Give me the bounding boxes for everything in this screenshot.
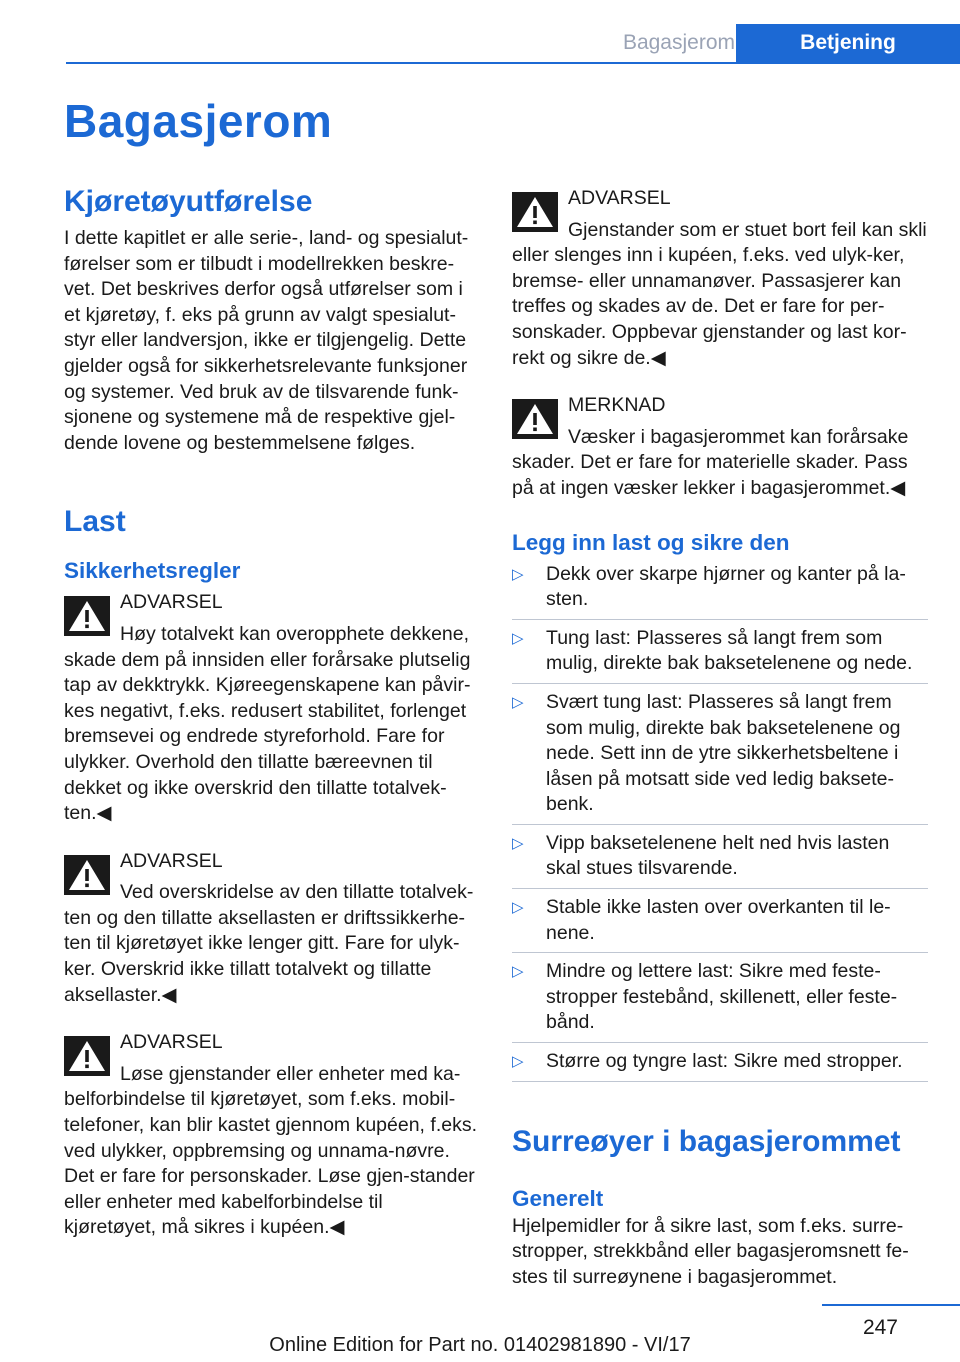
- notice-label: MERKNAD: [568, 394, 666, 417]
- list-item: ▷ Større og tyngre last: Sikre med stropper.: [512, 1049, 928, 1082]
- warning-block: [64, 590, 478, 826]
- warning-icon: [64, 855, 110, 895]
- warning-icon: [64, 1036, 110, 1076]
- list-item: ▷ Tung last: Plasseres så langt frem som mulig, direkte bak baksetelenene og nede.: [512, 626, 928, 684]
- page-number: 247: [862, 1316, 898, 1339]
- page-header: [66, 24, 960, 64]
- warning-text: Ved overskridelse av den tillatte totalvek-ten og den tillatte aksellasten er driftssikkerhe-ten til kjøretøyet ikke lenger gitt. Fare for ulyk-ker. Overskrid ikke tillatt totalvekt og tillatte aksellaster.◀: [64, 881, 474, 1006]
- header-section: Bagasjerom: [622, 31, 735, 54]
- edition-note: Online Edition for Part no. 01402981890 - VI/17: [269, 1334, 691, 1356]
- footer-rule: [822, 1304, 960, 1306]
- heading-generelt: Generelt: [512, 1185, 604, 1211]
- warning-text: Løse gjenstander eller enheter med ka-belforbindelse til kjøretøyet, som f.eks. mobil-telefoner, kan blir kastet gjennom kupéen, f.eks. ved ulykker, oppbremsing og unnama-nøvre. Det er fare for personskader. Løse gjen-stander eller enheter med kabelforbindelse til kjøretøyet, må sikres i kupéen.◀: [64, 1062, 477, 1239]
- warning-block: [64, 1030, 478, 1241]
- list-item: ▷ Svært tung last: Plasseres så langt frem som mulig, direkte bak baksetelenene og nede. Sett inn de ytre sikkerhetsbeltene i låsen på motsatt side ved ledig baksete-benk.: [512, 690, 928, 825]
- warning-text: Høy totalvekt kan overopphete dekkene, skade dem på innsiden eller forårsake plutselig tap av dekktrykk. Kjøreegenskapene kan påvir-kes negativt, f.eks. redusert stabilitet, forlenget bremsevei og endrede styreforhold. Fare for ulykker. Overhold den tillatte bæreevnen til dekket og ikke overskrid den tillatte totalvek-ten.◀: [64, 622, 471, 825]
- header-chapter-tab: Betjening: [736, 24, 960, 62]
- list-item: ▷ Vipp baksetelenene helt ned hvis lasten skal stues tilsvarende.: [512, 831, 928, 889]
- paragraph-kjoretoyutforelse: I dette kapitlet er alle serie-, land- og spesialut-førelser som er tilbudt i modellrekken beskre-vet. Det beskrives derfor også utførelser som i et kjøretøy, f. eks på grunn av valgt spesialut-styr eller landversjon, ikke er tilgjengelig. Dette gjelder også for sikkerhetsrelevante funksjoner og systemer. Ved bruk av de tilsvarende funk-sjonene og systemene må de respektive gjel-dende lovene og bestemmelsene følges.: [64, 227, 469, 454]
- warning-label: ADVARSEL: [120, 591, 223, 614]
- notice-block: [512, 393, 928, 501]
- warning-icon: [64, 596, 110, 636]
- left-column: [64, 182, 478, 1241]
- warning-label: ADVARSEL: [120, 1031, 223, 1054]
- warning-icon: [512, 192, 558, 232]
- warning-label: ADVARSEL: [120, 849, 223, 872]
- heading-surreoyer: Surreøyer i bagasjerommet: [512, 1124, 901, 1158]
- list-item: ▷ Stable ikke lasten over overkanten til le-nene.: [512, 895, 928, 953]
- list-item: ▷ Dekk over skarpe hjørner og kanter på la-sten.: [512, 562, 928, 620]
- paragraph-generelt: Hjelpemidler for å sikre last, som f.eks. surre-stropper, strekkbånd eller bagasjeromsnett fe-stes til surreøynene i bagasjerommet.: [512, 1214, 909, 1288]
- warning-label: ADVARSEL: [568, 187, 671, 209]
- warning-icon: [512, 399, 558, 439]
- notice-text: Væsker i bagasjerommet kan forårsake skader. Det er fare for materielle skader. Pass på at ingen væsker lekker i bagasjerommet.◀: [512, 425, 909, 499]
- bullet-list: [512, 562, 928, 1082]
- heading-sikkerhetsregler: Sikkerhetsregler: [64, 558, 241, 584]
- list-item: ▷ Mindre og lettere last: Sikre med feste-stropper festebånd, skillenett, eller feste-bånd.: [512, 959, 928, 1043]
- right-column: [512, 182, 928, 1290]
- heading-last: Last: [64, 505, 126, 539]
- warning-text: Gjenstander som er stuet bort feil kan skli eller slenges inn i kupéen, f.eks. ved ulyk-ker, bremse- eller unnamanøver. Passasjerer kan treffes og skades av de. Det er fare for per-sonskader. Oppbevar gjenstander og last kor-rekt og sikre de.◀: [512, 218, 927, 369]
- warning-block: [64, 849, 478, 1009]
- warning-block: [512, 186, 928, 371]
- heading-legg-inn-last: Legg inn last og sikre den: [512, 529, 790, 555]
- heading-kjoretoyutforelse: Kjøretøyutførelse: [64, 185, 313, 218]
- page-title: Bagasjerom: [64, 95, 333, 147]
